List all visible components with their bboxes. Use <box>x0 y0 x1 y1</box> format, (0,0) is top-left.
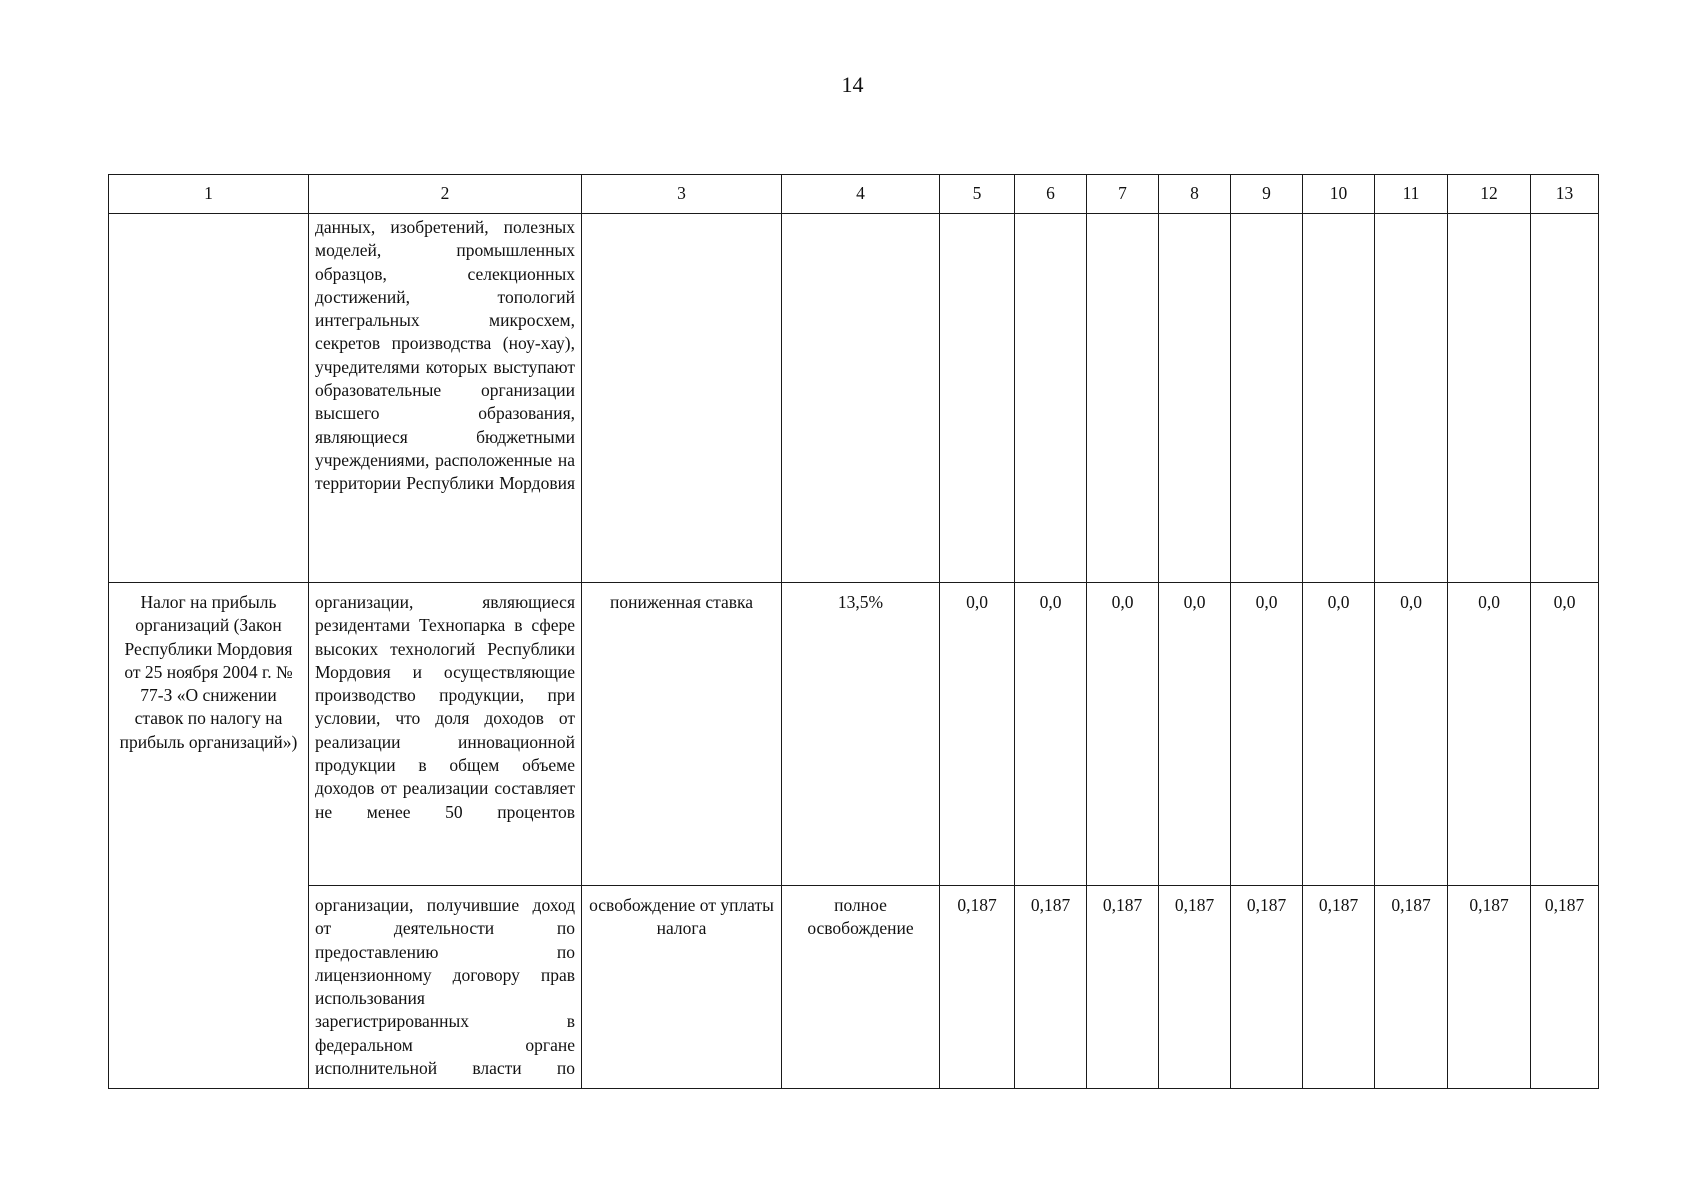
header-cell: 4 <box>782 175 940 214</box>
value-cell: 0,187 <box>1531 886 1599 1089</box>
value-cell: 0,187 <box>940 886 1015 1089</box>
value-cell <box>1303 214 1375 583</box>
header-cell: 3 <box>582 175 782 214</box>
table-row <box>109 214 1599 583</box>
value-cell <box>1375 214 1448 583</box>
table-header-row <box>109 175 1599 214</box>
value-cell <box>1531 214 1599 583</box>
value-cell: 0,187 <box>1448 886 1531 1089</box>
header-cell: 7 <box>1087 175 1159 214</box>
value-cell: 0,187 <box>1159 886 1231 1089</box>
tax-name-cell: Налог на прибыль организаций (Закон Республики Мордовия от 25 ноября 2004 г. № 77-З «О снижении ставок по налогу на прибыль организаций») <box>109 583 309 1089</box>
value-cell <box>1015 214 1087 583</box>
table-row <box>109 886 1599 1089</box>
value-cell <box>1087 214 1159 583</box>
beneficiary-cell: организации, получившие доход от деятельности по предоставлению по лицензионному договору прав использования зарегистрированных в федеральном органе исполнительной власти по <box>309 886 582 1089</box>
header-cell: 11 <box>1375 175 1448 214</box>
value-cell <box>1448 214 1531 583</box>
value-cell: 0,187 <box>1375 886 1448 1089</box>
header-cell: 12 <box>1448 175 1531 214</box>
value-cell: 0,0 <box>1375 583 1448 886</box>
value-cell: 0,0 <box>1448 583 1531 886</box>
value-cell <box>1159 214 1231 583</box>
value-cell: 0,0 <box>1531 583 1599 886</box>
table-row <box>109 583 1599 886</box>
page-number: 14 <box>841 72 864 97</box>
beneficiary-cell: данных, изобретений, полезных моделей, промышленных образцов, селекционных достижений, топологий интегральных микросхем, секретов производства (ноу-хау), учредителями которых выступают образовательные организации высшего образования, являющиеся бюджетными учреждениями, расположенные на территории Республики Мордовия <box>309 214 582 583</box>
beneficiary-cell: организации, являющиеся резидентами Технопарка в сфере высоких технологий Республики Мордовия и осуществляющие производство продукции, при условии, что доля доходов от реализации инновационной продукции в общем объеме доходов от реализации составляет не менее 50 процентов <box>309 583 582 886</box>
value-cell <box>1231 214 1303 583</box>
benefit-type-cell: пониженная ставка <box>582 583 782 886</box>
benefit-amount-cell <box>782 214 940 583</box>
header-cell: 13 <box>1531 175 1599 214</box>
value-cell: 0,0 <box>1087 583 1159 886</box>
value-cell: 0,187 <box>1015 886 1087 1089</box>
benefit-amount-cell: 13,5% <box>782 583 940 886</box>
benefits-table <box>108 174 1599 1089</box>
tax-name-cell <box>109 214 309 583</box>
value-cell: 0,187 <box>1087 886 1159 1089</box>
value-cell <box>940 214 1015 583</box>
value-cell: 0,0 <box>940 583 1015 886</box>
benefit-type-cell: освобождение от уплаты налога <box>582 886 782 1089</box>
header-cell: 1 <box>109 175 309 214</box>
value-cell: 0,187 <box>1231 886 1303 1089</box>
benefit-amount-cell: полное освобождение <box>782 886 940 1089</box>
value-cell: 0,0 <box>1231 583 1303 886</box>
header-cell: 5 <box>940 175 1015 214</box>
header-cell: 9 <box>1231 175 1303 214</box>
value-cell: 0,0 <box>1159 583 1231 886</box>
value-cell: 0,0 <box>1015 583 1087 886</box>
header-cell: 2 <box>309 175 582 214</box>
header-cell: 6 <box>1015 175 1087 214</box>
value-cell: 0,187 <box>1303 886 1375 1089</box>
benefit-type-cell <box>582 214 782 583</box>
header-cell: 8 <box>1159 175 1231 214</box>
header-cell: 10 <box>1303 175 1375 214</box>
value-cell: 0,0 <box>1303 583 1375 886</box>
